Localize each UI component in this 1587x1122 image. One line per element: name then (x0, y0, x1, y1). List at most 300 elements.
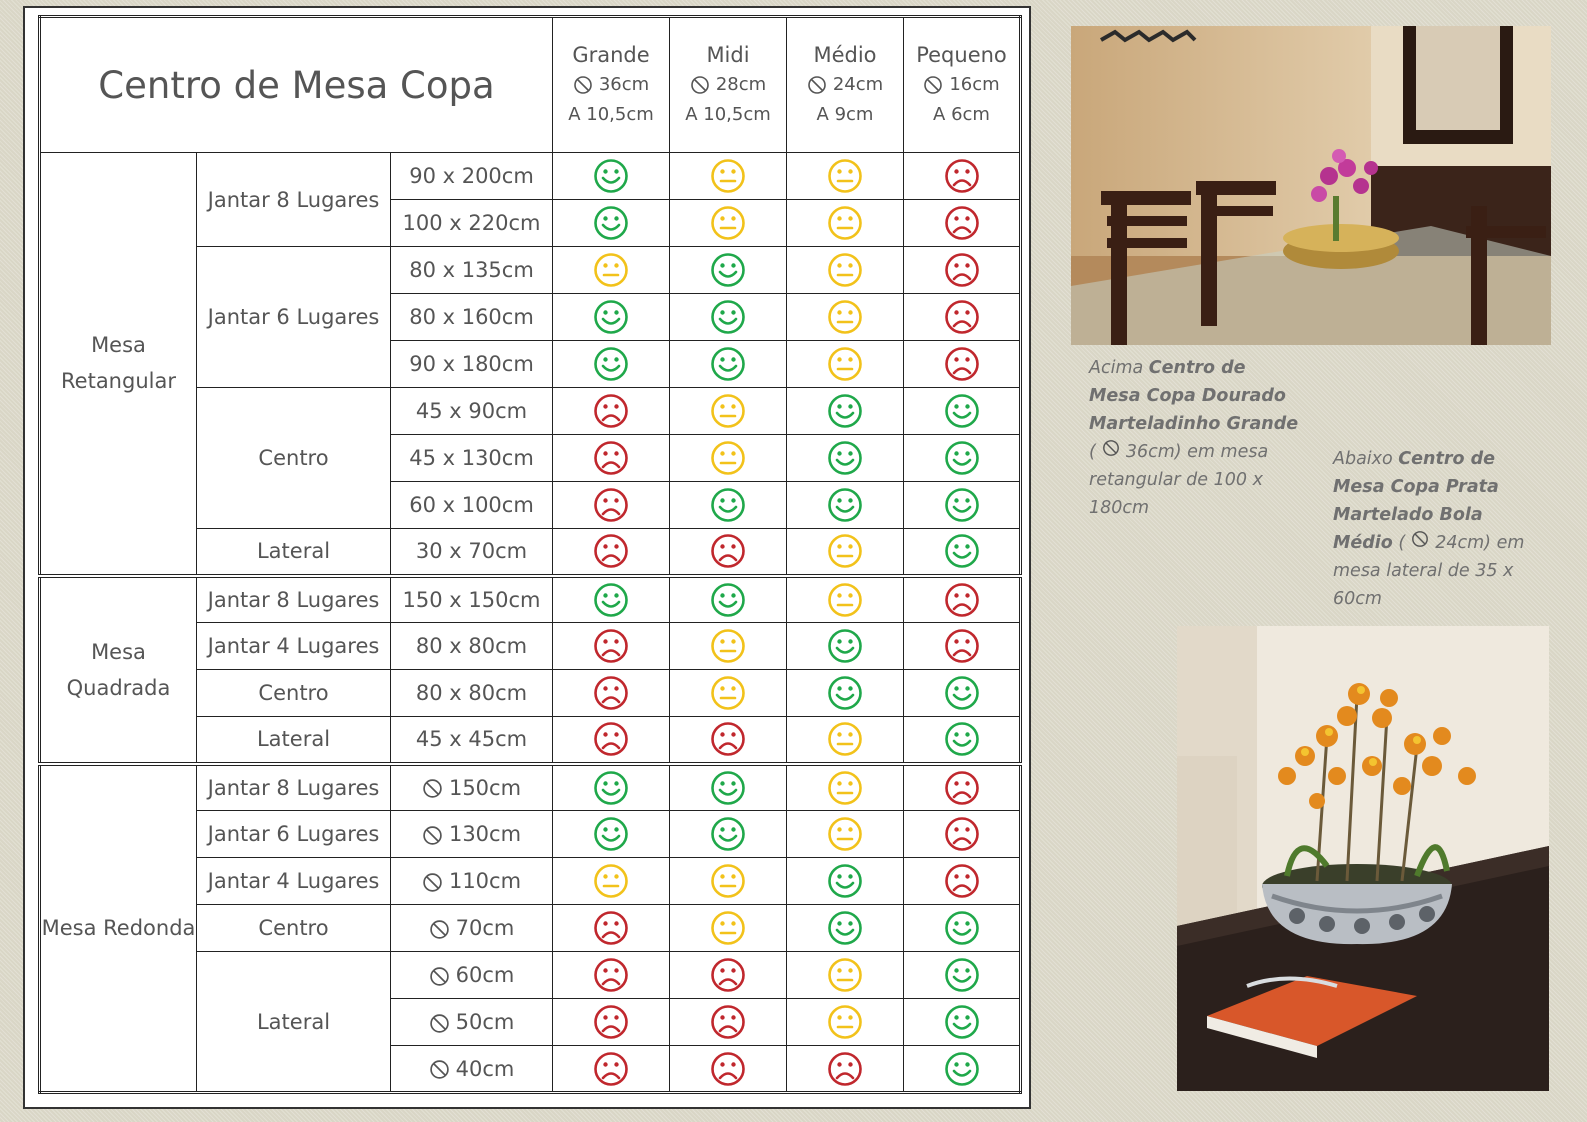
rating-face (827, 533, 863, 569)
rating-face (944, 863, 980, 899)
rating-face (827, 721, 863, 757)
rating-cell (553, 576, 670, 623)
column-header-0 (553, 17, 670, 153)
subgroup-label: Jantar 6 Lugares (197, 247, 391, 388)
column-height: A 6cm (933, 104, 990, 125)
table-size-cell (391, 811, 553, 858)
bad-face-icon (593, 440, 629, 476)
rating-cell (553, 247, 670, 294)
column-height: A 9cm (816, 104, 874, 125)
rating-face (593, 440, 629, 476)
table-size: 80 x 135cm (409, 258, 534, 282)
table-size: 150 x 150cm (402, 587, 541, 612)
table-size-cell (391, 905, 553, 952)
compatibility-table (38, 15, 1022, 1094)
rating-cell (670, 153, 787, 200)
subgroup-label: Jantar 8 Lugares (197, 153, 391, 247)
bad-face-icon (710, 721, 746, 757)
subgroup-label: Jantar 4 Lugares (197, 623, 391, 670)
ok-face-icon (710, 910, 746, 946)
column-diameter-value: 24cm (832, 74, 884, 95)
rating-cell (904, 435, 1021, 482)
diameter-icon-wrap (429, 1059, 450, 1080)
good-face-icon (710, 770, 746, 806)
rating-face (827, 863, 863, 899)
rating-cell (904, 576, 1021, 623)
rating-cell (787, 905, 904, 952)
rating-face (710, 533, 746, 569)
rating-cell (787, 576, 904, 623)
rating-cell (553, 341, 670, 388)
rating-face (593, 863, 629, 899)
bad-face-icon (710, 1004, 746, 1040)
rating-cell (553, 388, 670, 435)
table-size: 45 x 90cm (415, 399, 528, 423)
header-row (40, 17, 1021, 153)
subgroup-label: Centro (197, 670, 391, 717)
bad-face-icon (710, 1051, 746, 1087)
subgroup-label: Centro (197, 388, 391, 529)
table-size-cell (391, 717, 553, 764)
table-size: 80 x 80cm (415, 634, 528, 658)
bad-face-icon (593, 393, 629, 429)
bad-face-icon (944, 205, 980, 241)
rating-cell (787, 435, 904, 482)
bad-face-icon (944, 816, 980, 852)
table-size: 110cm (448, 869, 522, 893)
rating-cell (787, 482, 904, 529)
good-face-icon (944, 957, 980, 993)
rating-face (827, 487, 863, 523)
rating-cell (904, 670, 1021, 717)
good-face-icon (827, 440, 863, 476)
column-diameter (904, 69, 1019, 101)
rating-face (710, 816, 746, 852)
subgroup-label: Lateral (197, 952, 391, 1093)
ok-face-icon (827, 299, 863, 335)
table-size: 45 x 130cm (409, 446, 534, 470)
diameter-icon-wrap (573, 75, 593, 95)
table-size-cell (391, 247, 553, 294)
table-size: 150cm (448, 775, 522, 800)
rating-face (827, 393, 863, 429)
rating-cell (670, 294, 787, 341)
rating-cell (670, 1046, 787, 1093)
rating-face (827, 205, 863, 241)
bad-face-icon (944, 628, 980, 664)
table-size-cell (391, 388, 553, 435)
rating-face (593, 816, 629, 852)
ok-face-icon (827, 582, 863, 618)
good-face-icon (710, 816, 746, 852)
rating-cell (670, 529, 787, 576)
rating-face (944, 770, 980, 806)
good-face-icon (827, 487, 863, 523)
rating-face (944, 346, 980, 382)
good-face-icon (710, 582, 746, 618)
diameter-icon-wrap (923, 75, 943, 95)
bad-face-icon (593, 721, 629, 757)
table-size-cell (391, 1046, 553, 1093)
ok-face-icon (827, 205, 863, 241)
good-face-icon (710, 252, 746, 288)
rating-cell (553, 905, 670, 952)
good-face-icon (944, 1004, 980, 1040)
bad-face-icon (944, 252, 980, 288)
table-size-cell (391, 952, 553, 999)
rating-cell (904, 200, 1021, 247)
rating-cell (670, 623, 787, 670)
rating-cell (787, 1046, 904, 1093)
rating-face (593, 1004, 629, 1040)
table-size-cell (391, 576, 553, 623)
rating-cell (787, 153, 904, 200)
subgroup-label: Centro (197, 905, 391, 952)
group-label: Mesa Retangular (40, 153, 197, 576)
column-diameter (553, 69, 669, 101)
rating-face (710, 1004, 746, 1040)
good-face-icon (593, 770, 629, 806)
rating-face (827, 299, 863, 335)
group-label: Mesa Redonda (40, 764, 197, 1093)
rating-face (710, 299, 746, 335)
good-face-icon (593, 158, 629, 194)
rating-face (827, 158, 863, 194)
rating-cell (553, 858, 670, 905)
diameter-icon (1411, 529, 1429, 557)
caption-top: Acima Centro de Mesa Copa Dourado Marteladinho Grande ( 36cm) em mesa retangular de 100 x 180cm (1089, 358, 1299, 518)
caption-bottom: Abaixo Centro de Mesa Copa Prata Martelado Bola Médio ( 24cm) em mesa lateral de 35 x 60cm (1333, 449, 1525, 609)
diameter-icon (429, 1013, 450, 1034)
rating-face (710, 770, 746, 806)
ok-face-icon (827, 957, 863, 993)
rating-cell (553, 200, 670, 247)
subgroup-label: Jantar 8 Lugares (197, 764, 391, 811)
rating-cell (904, 952, 1021, 999)
rating-face (944, 910, 980, 946)
caption-top-diameter: 36cm (1125, 442, 1175, 462)
column-height: A 10,5cm (685, 104, 771, 125)
ok-face-icon (710, 628, 746, 664)
good-face-icon (827, 910, 863, 946)
diameter-icon (573, 75, 593, 95)
rating-cell (904, 811, 1021, 858)
good-face-icon (593, 816, 629, 852)
table-row (40, 576, 1021, 623)
rating-face (710, 393, 746, 429)
rating-face (710, 205, 746, 241)
rating-face (944, 252, 980, 288)
ok-face-icon (710, 205, 746, 241)
rating-cell (670, 952, 787, 999)
caption-top-prefix: Acima (1089, 358, 1149, 378)
diameter-icon (1102, 439, 1120, 457)
bad-face-icon (944, 770, 980, 806)
rating-cell (787, 764, 904, 811)
diameter-icon (923, 75, 943, 95)
diameter-icon-wrap (690, 75, 710, 95)
column-diameter (787, 69, 903, 101)
table-size: 100 x 220cm (402, 211, 541, 235)
good-face-icon (944, 1051, 980, 1087)
rating-cell (670, 670, 787, 717)
rating-face (944, 1051, 980, 1087)
ok-face-icon (710, 158, 746, 194)
rating-cell (787, 294, 904, 341)
subgroup-label: Jantar 6 Lugares (197, 811, 391, 858)
rating-cell (904, 529, 1021, 576)
table-size: 80 x 80cm (415, 681, 528, 705)
rating-cell (904, 905, 1021, 952)
caption-bottom-product: Centro de Mesa Copa Prata Martelado Bola Médio (1333, 449, 1499, 553)
rating-face (710, 957, 746, 993)
column-diameter-value: 36cm (598, 74, 650, 95)
diameter-icon (429, 919, 450, 940)
ok-face-icon (710, 675, 746, 711)
bad-face-icon (593, 533, 629, 569)
rating-cell (904, 294, 1021, 341)
good-face-icon (944, 533, 980, 569)
table-size: 130cm (448, 822, 522, 846)
ok-face-icon (593, 252, 629, 288)
rating-cell (670, 482, 787, 529)
rating-face (710, 158, 746, 194)
good-face-icon (944, 721, 980, 757)
rating-face (827, 628, 863, 664)
rating-face (710, 863, 746, 899)
diameter-icon (422, 825, 443, 846)
good-face-icon (710, 299, 746, 335)
rating-face (593, 533, 629, 569)
rating-face (710, 675, 746, 711)
rating-cell (670, 905, 787, 952)
rating-cell (553, 717, 670, 764)
good-face-icon (593, 346, 629, 382)
table-row (40, 764, 1021, 811)
rating-cell (787, 670, 904, 717)
table-size: 90 x 180cm (409, 352, 534, 376)
caption-bottom-diameter: 24cm (1435, 533, 1485, 553)
rating-face (827, 910, 863, 946)
good-face-icon (827, 863, 863, 899)
table-size: 90 x 200cm (409, 164, 534, 188)
table-row (40, 153, 1021, 200)
table-size-cell (391, 341, 553, 388)
table-size: 30 x 70cm (415, 539, 528, 564)
rating-cell (553, 764, 670, 811)
rating-face (827, 675, 863, 711)
good-face-icon (593, 205, 629, 241)
rating-cell (553, 623, 670, 670)
bad-face-icon (593, 957, 629, 993)
table-size: 70cm (455, 916, 515, 940)
rating-face (827, 440, 863, 476)
rating-face (593, 910, 629, 946)
bad-face-icon (593, 1004, 629, 1040)
ok-face-icon (593, 863, 629, 899)
table-size: 60cm (455, 963, 515, 987)
rating-face (944, 628, 980, 664)
rating-face (593, 346, 629, 382)
rating-face (944, 440, 980, 476)
bad-face-icon (593, 675, 629, 711)
table-size-cell (391, 153, 553, 200)
diameter-icon (1102, 438, 1120, 466)
good-face-icon (710, 487, 746, 523)
bad-face-icon (593, 628, 629, 664)
good-face-icon (827, 675, 863, 711)
table-size-cell (391, 200, 553, 247)
rating-cell (553, 435, 670, 482)
ok-face-icon (827, 252, 863, 288)
good-face-icon (710, 346, 746, 382)
rating-cell (670, 858, 787, 905)
rating-cell (904, 482, 1021, 529)
good-face-icon (944, 393, 980, 429)
rating-cell (670, 435, 787, 482)
rating-face (710, 440, 746, 476)
table-size-cell (391, 435, 553, 482)
bad-face-icon (593, 487, 629, 523)
rating-cell (670, 576, 787, 623)
rating-cell (553, 999, 670, 1046)
good-face-icon (827, 628, 863, 664)
table-size-cell (391, 294, 553, 341)
diameter-icon (1411, 530, 1429, 548)
diameter-icon-wrap (429, 919, 450, 940)
bad-face-icon (944, 582, 980, 618)
rating-cell (670, 764, 787, 811)
bad-face-icon (710, 533, 746, 569)
rating-cell (670, 811, 787, 858)
good-face-icon (827, 393, 863, 429)
table-size-cell (391, 482, 553, 529)
rating-cell (670, 388, 787, 435)
rating-face (827, 957, 863, 993)
table-size: 45 x 45cm (415, 727, 528, 752)
rating-face (593, 158, 629, 194)
column-name: Pequeno (916, 43, 1007, 67)
good-face-icon (944, 440, 980, 476)
rating-face (944, 299, 980, 335)
rating-face (593, 628, 629, 664)
table-size: 80 x 160cm (409, 305, 534, 329)
rating-cell (904, 764, 1021, 811)
rating-face (710, 346, 746, 382)
rating-cell (553, 670, 670, 717)
ok-face-icon (827, 533, 863, 569)
rating-face (593, 675, 629, 711)
rating-face (710, 910, 746, 946)
diameter-icon (429, 1059, 450, 1080)
diameter-icon-wrap (422, 825, 443, 846)
ok-face-icon (827, 816, 863, 852)
bad-face-icon (710, 957, 746, 993)
bad-face-icon (944, 158, 980, 194)
good-face-icon (593, 299, 629, 335)
diameter-icon-wrap (429, 1013, 450, 1034)
column-diameter-value: 28cm (715, 74, 767, 95)
group-label: Mesa Quadrada (40, 576, 197, 764)
rating-cell (787, 952, 904, 999)
rating-face (593, 205, 629, 241)
table-size-cell (391, 670, 553, 717)
table-size-cell (391, 529, 553, 576)
rating-cell (787, 529, 904, 576)
diameter-icon-wrap (422, 872, 443, 893)
rating-cell (904, 388, 1021, 435)
rating-face (827, 816, 863, 852)
rating-cell (553, 153, 670, 200)
rating-cell (553, 529, 670, 576)
column-name: Médio (813, 43, 877, 67)
ok-face-icon (827, 721, 863, 757)
rating-cell (904, 247, 1021, 294)
column-diameter (670, 69, 786, 101)
rating-cell (787, 341, 904, 388)
table-size: 40cm (455, 1056, 515, 1081)
diameter-icon-wrap (429, 966, 450, 987)
rating-cell (670, 341, 787, 388)
rating-face (827, 770, 863, 806)
photo-side-table (1177, 626, 1549, 1091)
rating-cell (670, 200, 787, 247)
bad-face-icon (593, 910, 629, 946)
table-size-cell (391, 858, 553, 905)
rating-face (944, 582, 980, 618)
column-header-2 (787, 17, 904, 153)
column-name: Midi (706, 43, 750, 67)
table-size-cell (391, 999, 553, 1046)
diameter-icon-wrap (422, 778, 443, 799)
rating-face (944, 487, 980, 523)
rating-cell (904, 1046, 1021, 1093)
diameter-icon (807, 75, 827, 95)
caption-top-suffix: em mesa retangular de 100 x 180cm (1089, 442, 1269, 518)
rating-face (593, 770, 629, 806)
rating-face (593, 252, 629, 288)
rating-face (827, 252, 863, 288)
rating-cell (787, 247, 904, 294)
bad-face-icon (944, 299, 980, 335)
caption-bottom-suffix: em mesa lateral de 35 x 60cm (1333, 533, 1525, 609)
column-header-1 (670, 17, 787, 153)
rating-face (593, 299, 629, 335)
rating-cell (904, 717, 1021, 764)
column-header-3 (904, 17, 1021, 153)
rating-face (944, 533, 980, 569)
ok-face-icon (827, 346, 863, 382)
rating-face (710, 582, 746, 618)
rating-cell (904, 623, 1021, 670)
ok-face-icon (710, 440, 746, 476)
rating-face (593, 393, 629, 429)
rating-face (944, 816, 980, 852)
rating-face (944, 957, 980, 993)
ok-face-icon (827, 1004, 863, 1040)
table-size-cell (391, 623, 553, 670)
diameter-icon (422, 872, 443, 893)
rating-face (944, 205, 980, 241)
rating-face (710, 628, 746, 664)
rating-cell (787, 999, 904, 1046)
rating-cell (670, 717, 787, 764)
rating-face (593, 957, 629, 993)
diameter-icon (690, 75, 710, 95)
rating-cell (553, 952, 670, 999)
rating-face (827, 1004, 863, 1040)
ok-face-icon (710, 863, 746, 899)
